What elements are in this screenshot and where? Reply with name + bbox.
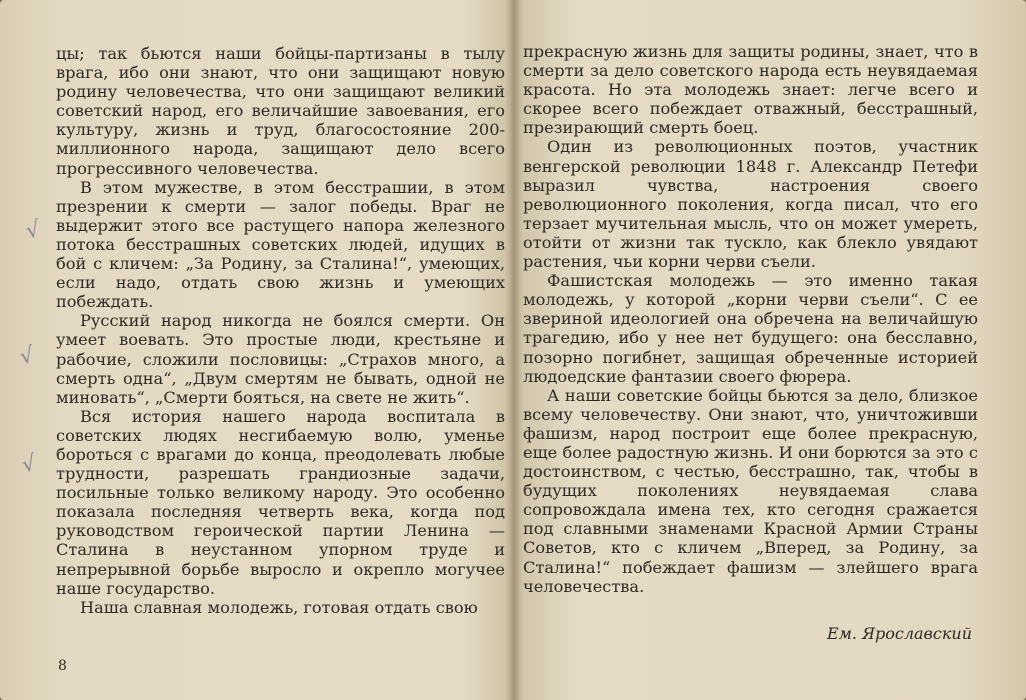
- left-paragraph-5: Наша славная молодежь, готовая отдать свою: [80, 597, 478, 617]
- right-paragraph-4: А наши советские бойцы бьются за дело, близкое всему человечеству. Они знают, что, уничтоживши фашизм, народ построит еще более прекрасную, еще более радостную жизнь. И они борются за это с достоинством, с честью, бесстрашно, так, чтобы в будущих поколениях неувядаемая слава сопровождала имена тех, кто сегодня сражается под славными знаменами Красной Армии Страны Советов, кто с кличем „Вперед, за Родину, за Сталина!“ побеждает фашизм — злейшего врага человечества.: [523, 385, 978, 596]
- pencil-check-mark: √: [17, 342, 37, 371]
- pencil-check-mark: √: [23, 216, 43, 245]
- right-paragraph-3: Фашистская молодежь — это именно такая молодежь, у которой „корни черви съели“. С ее звериной идеологией она обречена на величайшую трагедию, ибо у нее нет будущего: она бесславно, позорно погибнет, защищая обреченные историей людоедские фантазии своего фюрера.: [523, 271, 978, 386]
- right-paragraph-2: Один из революционных поэтов, участник венгерской революции 1848 г. Александр Петефи выразил чувства, настроения своего революционного поколения, когда писал, что его терзает мучительная мысль, что он может умереть, отойти от жизни так тускло, как блекло увядают растения, чьи корни черви съели.: [523, 137, 978, 272]
- page-number: 8: [58, 658, 67, 674]
- pencil-check-mark: √: [19, 450, 39, 479]
- left-paragraph-2: В этом мужестве, в этом бесстрашии, в этом презрении к смерти — залог победы. Враг не выдержит этого все растущего напора железного потока бесстрашных советских людей, идущих в бой с кличем: „За Родину, за Сталина!“, умеющих, если надо, отдать свою жизнь и умеющих побеждать.: [56, 177, 505, 312]
- left-paragraph-3: Русский народ никогда не боялся смерти. Он умеет воевать. Это простые люди, крестьяне и рабочие, сложили пословицы: „Страхов много, а смерть одна“, „Двум смертям не бывать, одной не миновать“, „Смерти бояться, на свете не жить“.: [56, 311, 505, 407]
- author-signature: Ем. Ярославский: [826, 624, 972, 643]
- right-paragraph-1: прекрасную жизнь для защиты родины, знает, что в смерти за дело советского народа есть неувядаемая красота. Но эта молодежь знает: легче всего и скорее всего побеждает отважный, бесстрашный, презирающий смерть боец.: [523, 42, 978, 138]
- left-paragraph-4: Вся история нашего народа воспитала в советских людях несгибаемую волю, уменье бороться с врагами до конца, преодолевать любые трудности, разрешать грандиозные задачи, посильные только великому народу. Это особенно показала последняя четверть века, когда под руководством героической партии Ленина — Сталина в неустанном упорном труде и непрерывной борьбе выросло и окрепло могучее наше государство.: [56, 406, 505, 598]
- right-page: [513, 0, 1026, 700]
- left-paragraph-1: цы; так бьются наши бойцы-партизаны в тылу врага, ибо они знают, что они защищают новую родину человечества, что они защищают великий советский народ, его величайшие завоевания, его культуру, жизнь и труд, благосостояние 200-миллионного народа, защищают дело всего прогрессивного человечества.: [56, 44, 505, 178]
